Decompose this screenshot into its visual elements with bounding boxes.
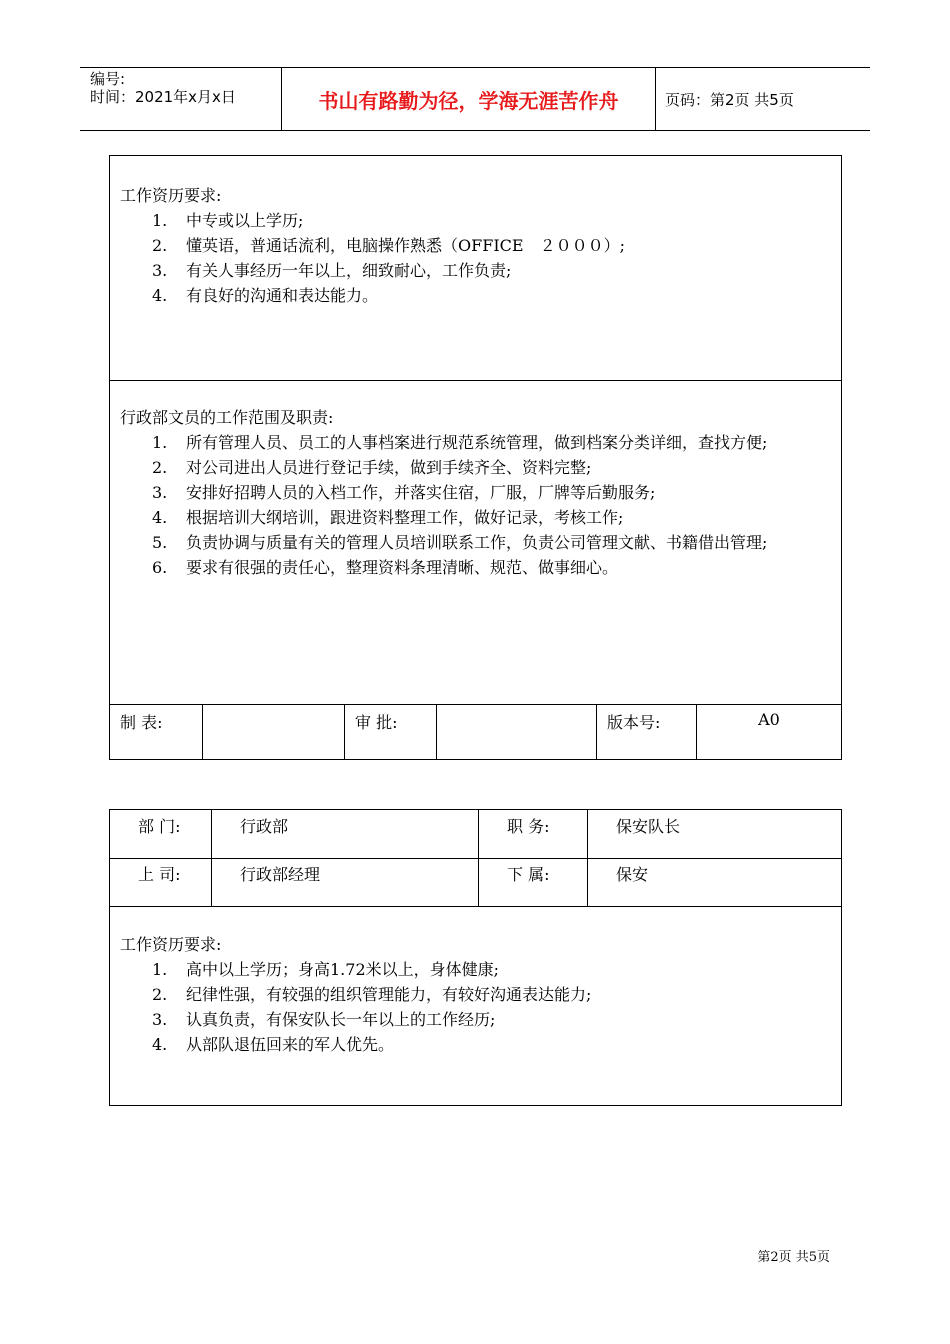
header-page-info: 页码：第2页 共5页: [665, 90, 794, 109]
list-item: 1. 所有管理人员、员工的人事档案进行规范系统管理，做到档案分类详细，查找方便;: [152, 433, 768, 452]
version-label: 版本号:: [596, 705, 696, 760]
boss-value: 行政部经理: [211, 858, 478, 906]
qualification-section: [110, 183, 841, 308]
qualification-list: [110, 957, 841, 1057]
list-item: 2. 纪律性强，有较强的组织管理能力，有较好沟通表达能力;: [152, 985, 592, 1004]
post-value: 保安队长: [587, 810, 841, 858]
page-header: [80, 67, 870, 131]
code-label: 编号:: [90, 70, 126, 88]
signoff-row: [110, 704, 841, 760]
header-meta: [80, 68, 281, 130]
version-value: A0: [696, 705, 841, 760]
job-table-clerk: [109, 155, 842, 760]
list-item: 1. 高中以上学历；身高1.72米以上，身体健康;: [152, 960, 500, 979]
section-title: 行政部文员的工作范围及职责:: [120, 408, 334, 427]
subordinate-value: 保安: [587, 858, 841, 906]
duties-section: [110, 405, 841, 580]
divider: [110, 380, 841, 381]
list-item: 4. 有良好的沟通和表达能力。: [152, 286, 379, 305]
list-item: 3. 有关人事经历一年以上，细致耐心，工作负责;: [152, 261, 512, 280]
boss-label: 上 司:: [138, 865, 181, 884]
made-by-label: 制 表:: [120, 713, 163, 732]
job-table-security: [109, 809, 842, 1106]
post-label: 职 务:: [478, 810, 587, 858]
section-title: 工作资历要求:: [120, 186, 222, 205]
section-title: 工作资历要求:: [120, 935, 222, 954]
list-item: 4. 根据培训大纲培训，跟进资料整理工作，做好记录，考核工作;: [152, 508, 624, 527]
qualification-list: [110, 208, 841, 308]
date-label: 时间：2021年x月x日: [90, 88, 236, 106]
list-item: 3. 认真负责，有保安队长一年以上的工作经历;: [152, 1010, 496, 1029]
list-item: 2. 懂英语，普通话流利，电脑操作熟悉（OFFICE ２０００）;: [152, 236, 625, 255]
page-footer: 第2页 共5页: [757, 1250, 830, 1265]
qualification-section: [110, 932, 841, 1057]
list-item: 5. 负责协调与质量有关的管理人员培训联系工作，负责公司管理文献、书籍借出管理;: [152, 533, 768, 552]
approve-value: [436, 705, 596, 760]
dept-value: 行政部: [211, 810, 478, 858]
subordinate-label: 下 属:: [478, 858, 587, 906]
header-motto: 书山有路勤为径，学海无涯苦作舟: [281, 68, 656, 130]
made-by-value: [202, 705, 344, 760]
list-item: 3. 安排好招聘人员的入档工作，并落实住宿，厂服，厂牌等后勤服务;: [152, 483, 656, 502]
dept-label: 部 门:: [138, 817, 181, 836]
duties-list: [110, 430, 841, 580]
info-row-2: [110, 858, 841, 907]
list-item: 2. 对公司进出人员进行登记手续，做到手续齐全、资料完整;: [152, 458, 592, 477]
list-item: 4. 从部队退伍回来的军人优先。: [152, 1035, 395, 1054]
approve-label: 审 批:: [344, 705, 436, 760]
list-item: 6. 要求有很强的责任心，整理资料条理清晰、规范、做事细心。: [152, 558, 619, 577]
info-row-1: [110, 810, 841, 859]
list-item: 1. 中专或以上学历;: [152, 211, 304, 230]
